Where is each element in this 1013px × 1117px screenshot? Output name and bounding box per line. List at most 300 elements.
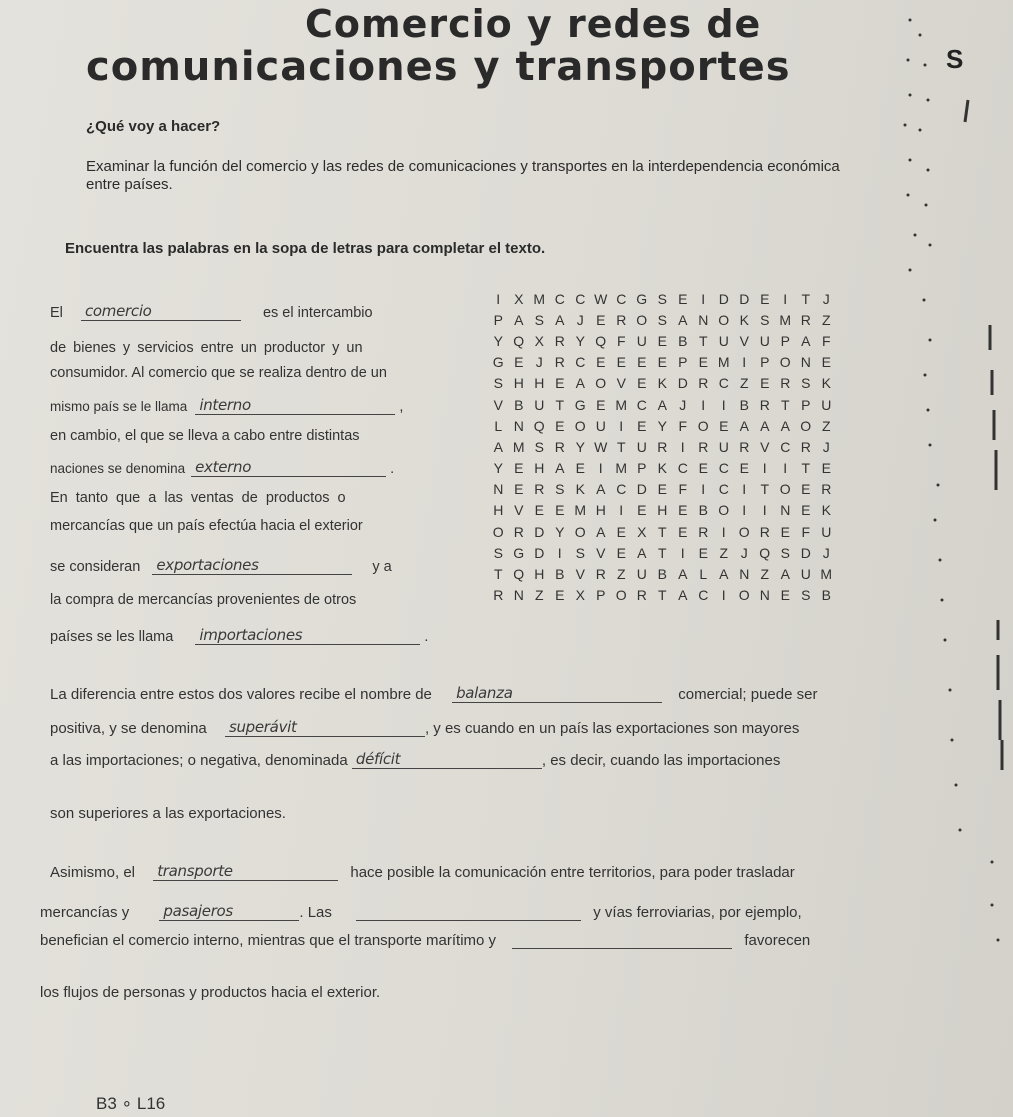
word-search-letter[interactable]: B [657,566,667,583]
word-search-letter[interactable]: B [678,332,688,349]
word-search-letter[interactable]: R [759,396,770,413]
word-search-letter[interactable]: L [699,566,708,583]
word-search-letter[interactable]: B [739,396,749,413]
answer-blank-comercio[interactable]: comercio [81,302,241,321]
word-search-letter[interactable]: Q [513,332,525,349]
word-search-letter[interactable]: D [636,481,647,498]
word-search-letter[interactable]: V [616,375,626,392]
word-search-letter[interactable]: M [717,354,730,371]
word-search-letter[interactable]: E [555,587,565,604]
word-search-letter[interactable]: N [739,566,750,583]
word-search-letter[interactable]: A [760,417,770,434]
word-search-letter[interactable]: I [701,290,706,307]
word-search-letter[interactable]: E [514,354,524,371]
word-search-letter[interactable]: O [738,523,750,540]
word-search-letter[interactable]: A [678,587,688,604]
word-search-letter[interactable]: F [821,332,831,349]
word-search-letter[interactable]: M [615,396,628,413]
word-search-letter[interactable]: E [514,481,524,498]
word-search-letter[interactable]: G [492,354,504,371]
word-search-letter[interactable]: H [657,502,668,519]
word-search-letter[interactable]: B [698,502,708,519]
word-search-letter[interactable]: T [801,460,811,477]
word-search-letter[interactable]: R [493,587,504,604]
word-search-letter[interactable]: U [636,566,647,583]
word-search-letter[interactable]: V [596,544,606,561]
word-search-letter[interactable]: D [677,375,688,392]
word-search-letter[interactable]: U [534,396,545,413]
word-search-letter[interactable]: I [598,460,603,477]
word-search-letter[interactable]: E [637,502,647,519]
word-search-letter[interactable]: C [575,290,586,307]
word-search-letter[interactable]: I [557,544,562,561]
word-search-letter[interactable]: Y [555,523,565,540]
word-search-letter[interactable]: E [698,460,708,477]
word-search-letter[interactable]: A [739,417,749,434]
word-search-letter[interactable]: W [594,290,608,307]
word-search-letter[interactable]: A [801,332,811,349]
word-search-letter[interactable]: K [821,375,831,392]
word-search-letter[interactable]: I [721,523,726,540]
answer-blank-deficit[interactable]: défícit [352,750,542,769]
word-search-letter[interactable]: A [555,460,565,477]
word-search-letter[interactable]: R [595,566,606,583]
word-search-letter[interactable]: C [616,290,627,307]
word-search-letter[interactable]: E [657,354,667,371]
word-search-letter[interactable]: J [822,290,830,307]
word-search-letter[interactable]: T [616,438,626,455]
answer-blank-transporte[interactable]: transporte [153,862,338,881]
word-search-letter[interactable]: U [821,523,832,540]
word-search-letter[interactable]: Z [534,587,544,604]
word-search-letter[interactable]: E [678,290,688,307]
word-search-letter[interactable]: O [615,587,627,604]
word-search-letter[interactable]: F [801,523,811,540]
word-search-letter[interactable]: I [496,290,501,307]
word-search-letter[interactable]: O [718,502,730,519]
word-search-row [488,352,898,373]
word-search-letter[interactable]: R [739,438,750,455]
word-search-letter[interactable]: E [760,290,770,307]
word-search-letter[interactable]: M [820,566,833,583]
word-search-letter[interactable]: S [657,290,667,307]
word-search-letter[interactable]: D [534,544,545,561]
word-search-letter[interactable]: O [718,311,730,328]
word-search-letter[interactable]: K [657,460,667,477]
word-search-letter[interactable]: A [493,438,503,455]
word-search-letter[interactable]: E [739,460,749,477]
word-search-letter[interactable]: M [574,502,587,519]
word-search-row [488,585,898,606]
word-search-letter[interactable]: A [575,375,585,392]
word-search-letter[interactable]: O [574,523,586,540]
word-search-letter[interactable]: E [616,354,626,371]
word-search-letter[interactable]: S [760,311,770,328]
word-search-letter[interactable]: E [534,502,544,519]
word-search-letter[interactable]: O [779,354,791,371]
word-search-row [488,479,898,500]
p2-line3: a las importaciones; o negativa, denominada défícit , es decir, cuando las importaciones [50,750,781,769]
answer-blank-superavit[interactable]: superávit [225,718,425,737]
word-search-letter[interactable]: B [821,587,831,604]
p1-line5: en cambio, el que se lleva a cabo entre distintas [50,428,360,444]
word-search-letter[interactable]: E [616,544,626,561]
word-search-letter[interactable]: T [780,396,790,413]
word-search-letter[interactable]: I [701,396,706,413]
word-search-letter[interactable]: O [779,481,791,498]
word-search-letter[interactable]: P [493,311,503,328]
word-search-letter[interactable]: G [513,544,525,561]
answer-blank-externo[interactable]: externo [191,458,386,477]
word-search-letter[interactable]: M [512,438,525,455]
word-search-letter[interactable]: R [616,311,627,328]
word-search-letter[interactable]: E [616,523,626,540]
word-search-letter[interactable]: X [575,587,585,604]
word-search-letter[interactable]: U [821,396,832,413]
word-search-letter[interactable]: E [760,375,770,392]
word-search-letter[interactable]: S [493,375,503,392]
word-search-letter[interactable]: O [595,375,607,392]
word-search-letter[interactable]: I [701,481,706,498]
word-search-letter[interactable]: I [619,502,624,519]
word-search-letter[interactable]: Q [513,566,525,583]
word-search-letter[interactable]: E [596,396,606,413]
word-search-letter[interactable]: O [636,311,648,328]
word-search-letter[interactable]: X [637,523,647,540]
p3-line1: Asimismo, el transporte hace posible la comunicación entre territorios, para poder trasladar [50,862,795,881]
word-search-letter[interactable]: I [742,502,747,519]
p3-line3: benefician el comercio interno, mientras que el transporte marítimo y favorecen [40,932,811,949]
p2-line2: positiva, y se denomina superávit , y es cuando en un país las exportaciones son mayores [50,718,800,737]
word-search-letter[interactable]: R [698,375,709,392]
word-search-letter[interactable]: J [535,354,543,371]
word-search-letter[interactable]: T [801,290,811,307]
word-search-letter[interactable]: Z [719,544,729,561]
word-search-letter[interactable]: R [554,332,565,349]
word-search-letter[interactable]: C [554,290,565,307]
word-search-letter[interactable]: D [739,290,750,307]
word-search-row [488,436,898,457]
word-search-letter[interactable]: A [514,311,524,328]
word-search-letter[interactable]: U [718,332,729,349]
word-search-row [488,500,898,521]
word-search-letter[interactable]: E [637,375,647,392]
word-search-letter[interactable]: E [657,332,667,349]
word-search-letter[interactable]: O [697,417,709,434]
word-search-letter[interactable]: R [800,311,811,328]
word-search-letter[interactable]: I [721,587,726,604]
word-search-letter[interactable]: U [718,438,729,455]
word-search-letter[interactable]: S [801,375,811,392]
word-search-letter[interactable]: A [719,566,729,583]
word-search-letter[interactable]: H [534,460,545,477]
word-search-letter[interactable]: M [533,290,546,307]
word-search-letter[interactable]: E [801,502,811,519]
word-search-letter[interactable]: Z [821,311,831,328]
answer-blank-carreteras[interactable] [356,902,581,921]
word-search-letter[interactable]: C [780,438,791,455]
word-search-letter[interactable]: R [821,481,832,498]
word-search-row [488,542,898,563]
word-search-letter[interactable]: S [657,311,667,328]
word-search-letter[interactable]: R [657,438,668,455]
word-search-letter[interactable]: C [698,587,709,604]
word-search-letter[interactable]: E [514,460,524,477]
word-search-letter[interactable]: H [595,502,606,519]
word-search-letter[interactable]: N [493,481,504,498]
word-search-letter[interactable]: S [493,544,503,561]
word-search-letter[interactable]: E [821,354,831,371]
word-search-grid[interactable] [488,288,898,606]
word-search-letter[interactable]: Z [739,375,749,392]
word-search-letter[interactable]: R [698,438,709,455]
word-search-letter[interactable]: B [555,566,565,583]
word-search-letter[interactable]: B [514,396,524,413]
word-search-letter[interactable]: M [779,311,792,328]
word-search-letter[interactable]: H [534,566,545,583]
word-search-letter[interactable]: Q [595,332,607,349]
word-search-row [488,373,898,394]
word-search-letter[interactable]: C [718,460,729,477]
word-search-letter[interactable]: E [698,544,708,561]
word-search-row [488,521,898,542]
word-search-letter[interactable]: J [679,396,687,413]
answer-blank-pasajeros[interactable]: pasajeros [159,902,299,921]
word-search-letter[interactable]: E [596,311,606,328]
word-search-letter[interactable]: S [534,438,544,455]
word-search-letter[interactable]: E [719,417,729,434]
word-search-letter[interactable]: P [596,587,606,604]
word-search-letter[interactable]: I [762,502,767,519]
word-search-letter[interactable]: I [783,460,788,477]
objective-text: Examinar la función del comercio y las redes de comunicaciones y transportes en la interdependencia económica entre países. [86,158,840,193]
answer-blank-importaciones[interactable]: importaciones [195,626,420,645]
word-search-letter[interactable]: Y [493,460,503,477]
word-search-letter[interactable]: D [800,544,811,561]
word-search-letter[interactable]: U [800,566,811,583]
p3-line2: mercancías y pasajeros . Las y vías ferroviarias, por ejemplo, [40,902,802,921]
word-search-letter[interactable]: C [636,396,647,413]
word-search-letter[interactable]: Q [759,544,771,561]
word-search-letter[interactable]: O [800,417,812,434]
word-search-letter[interactable]: P [637,460,647,477]
word-search-letter[interactable]: D [534,523,545,540]
word-search-letter[interactable]: F [616,332,626,349]
word-search-letter[interactable]: C [575,354,586,371]
word-search-letter[interactable]: N [698,311,709,328]
word-search-letter[interactable]: E [555,502,565,519]
word-search-letter[interactable]: R [636,587,647,604]
word-search-letter[interactable]: F [678,417,688,434]
word-search-letter[interactable]: D [718,290,729,307]
word-search-letter[interactable]: P [801,396,811,413]
word-search-letter[interactable]: G [636,290,648,307]
word-search-letter[interactable]: U [595,417,606,434]
word-search-letter[interactable]: I [619,417,624,434]
p1-line9: se consideran exportaciones y a [50,556,392,575]
word-search-letter[interactable]: A [596,523,606,540]
word-search-letter[interactable]: V [493,396,503,413]
word-search-letter[interactable]: T [657,523,667,540]
word-search-letter[interactable]: J [822,544,830,561]
page-footer-code: B3 ∘ L16 [96,1094,166,1113]
section-question: ¿Qué voy a hacer? [86,118,221,135]
word-search-letter[interactable]: M [615,460,628,477]
word-search-letter[interactable]: E [555,375,565,392]
word-search-letter[interactable]: E [678,502,688,519]
word-search-letter[interactable]: I [742,354,747,371]
word-search-letter[interactable]: N [759,587,770,604]
word-search-letter[interactable]: E [637,417,647,434]
word-search-letter[interactable]: E [657,481,667,498]
p1-line11: países se les llama importaciones . [50,626,429,645]
answer-blank-exportaciones[interactable]: exportaciones [152,556,352,575]
p2-line4: son superiores a las exportaciones. [50,805,286,822]
word-search-letter[interactable]: V [514,502,524,519]
answer-blank-aereo[interactable] [512,930,732,949]
word-search-letter[interactable]: N [800,354,811,371]
word-search-letter[interactable]: R [800,438,811,455]
word-search-letter[interactable]: X [514,290,524,307]
word-search-letter[interactable]: R [759,523,770,540]
word-search-letter[interactable]: C [718,375,729,392]
word-search-letter[interactable]: I [680,438,685,455]
word-search-letter[interactable]: L [494,417,503,434]
word-search-letter[interactable]: K [821,502,831,519]
word-search-letter[interactable]: O [574,417,586,434]
word-search-letter[interactable]: T [555,396,565,413]
word-search-letter[interactable]: H [534,375,545,392]
word-search-letter[interactable]: E [801,481,811,498]
word-search-letter[interactable]: J [740,544,748,561]
word-search-letter[interactable]: R [554,438,565,455]
word-search-letter[interactable]: A [637,544,647,561]
word-search-letter[interactable]: T [493,566,503,583]
word-search-letter[interactable]: J [822,438,830,455]
word-search-letter[interactable]: Z [760,566,770,583]
p2-line1: La diferencia entre estos dos valores recibe el nombre de balanza comercial; puede ser [50,684,818,703]
word-search-letter[interactable]: Z [821,417,831,434]
answer-blank-balanza[interactable]: balanza [452,684,662,703]
word-search-letter[interactable]: S [801,587,811,604]
word-search-letter[interactable]: I [742,481,747,498]
word-search-letter[interactable]: K [657,375,667,392]
word-search-letter[interactable]: P [760,354,770,371]
word-search-letter[interactable]: W [594,438,608,455]
word-search-letter[interactable]: S [575,544,585,561]
word-search-letter[interactable]: A [678,311,688,328]
word-search-letter[interactable]: E [678,523,688,540]
word-search-letter[interactable]: R [698,523,709,540]
word-search-row [488,330,898,351]
word-search-letter[interactable]: C [677,460,688,477]
word-search-row [488,309,898,330]
page-title-line1: Comercio y redes de [305,2,762,46]
word-search-letter[interactable]: C [616,481,627,498]
word-search-letter[interactable]: E [780,523,790,540]
margin-letter: S [946,44,964,74]
word-search-letter[interactable]: E [637,354,647,371]
word-search-letter[interactable]: S [780,544,790,561]
word-search-letter[interactable]: I [721,396,726,413]
word-search-letter[interactable]: E [575,460,585,477]
word-search-letter[interactable]: K [739,311,749,328]
word-search-letter[interactable]: S [555,481,565,498]
word-search-letter[interactable]: H [493,502,504,519]
answer-blank-interno[interactable]: interno [195,396,395,415]
word-search-letter[interactable]: S [534,311,544,328]
word-search-letter[interactable]: A [678,566,688,583]
word-search-letter[interactable]: V [575,566,585,583]
word-search-letter[interactable]: A [780,417,790,434]
word-search-letter[interactable]: G [574,396,586,413]
word-search-letter[interactable]: O [738,587,750,604]
word-search-letter[interactable]: Z [616,566,626,583]
word-search-letter[interactable]: T [760,481,770,498]
word-search-letter[interactable]: E [698,354,708,371]
word-search-letter[interactable]: A [780,566,790,583]
word-search-letter[interactable]: H [513,375,524,392]
word-search-letter[interactable]: A [657,396,667,413]
word-search-letter[interactable]: U [759,332,770,349]
word-search-letter[interactable]: P [780,332,790,349]
word-search-letter[interactable]: Y [575,438,585,455]
word-search-letter[interactable]: R [780,375,791,392]
word-search-letter[interactable]: E [596,354,606,371]
word-search-letter[interactable]: E [780,587,790,604]
word-search-letter[interactable]: A [555,311,565,328]
word-search-letter[interactable]: Y [493,332,503,349]
word-search-letter[interactable]: A [596,481,606,498]
word-search-letter[interactable]: T [698,332,708,349]
p1-line10: la compra de mercancías provenientes de otros [50,592,357,608]
word-search-row [488,458,898,479]
word-search-letter[interactable]: Y [575,332,585,349]
word-search-letter[interactable]: I [783,290,788,307]
word-search-letter[interactable]: R [554,354,565,371]
word-search-letter[interactable]: P [678,354,688,371]
word-search-letter[interactable]: K [575,481,585,498]
word-search-letter[interactable]: F [678,481,688,498]
p1-line4: mismo país se le llama interno , [50,396,404,415]
word-search-letter[interactable]: N [513,587,524,604]
word-search-letter[interactable]: Q [533,417,545,434]
word-search-letter[interactable]: N [513,417,524,434]
word-search-letter[interactable]: Y [657,417,667,434]
word-search-letter[interactable]: I [762,460,767,477]
word-search-letter[interactable]: I [680,544,685,561]
word-search-row [488,415,898,436]
word-search-letter[interactable]: J [576,311,584,328]
word-search-letter[interactable]: T [657,587,667,604]
word-search-letter[interactable]: R [513,523,524,540]
word-search-letter[interactable]: O [492,523,504,540]
word-search-row [488,563,898,584]
word-search-letter[interactable]: V [739,332,749,349]
word-search-letter[interactable]: N [780,502,791,519]
word-search-letter[interactable]: E [555,417,565,434]
word-search-letter[interactable]: V [760,438,770,455]
word-search-letter[interactable]: U [636,332,647,349]
word-search-letter[interactable]: U [636,438,647,455]
word-search-letter[interactable]: R [534,481,545,498]
word-search-letter[interactable]: C [718,481,729,498]
p1-line1: El comercio es el intercambio [50,302,373,321]
word-search-letter[interactable]: X [534,332,544,349]
margin-marks-decoration [880,0,1013,1117]
word-search-letter[interactable]: T [657,544,667,561]
word-search-letter[interactable]: E [821,460,831,477]
